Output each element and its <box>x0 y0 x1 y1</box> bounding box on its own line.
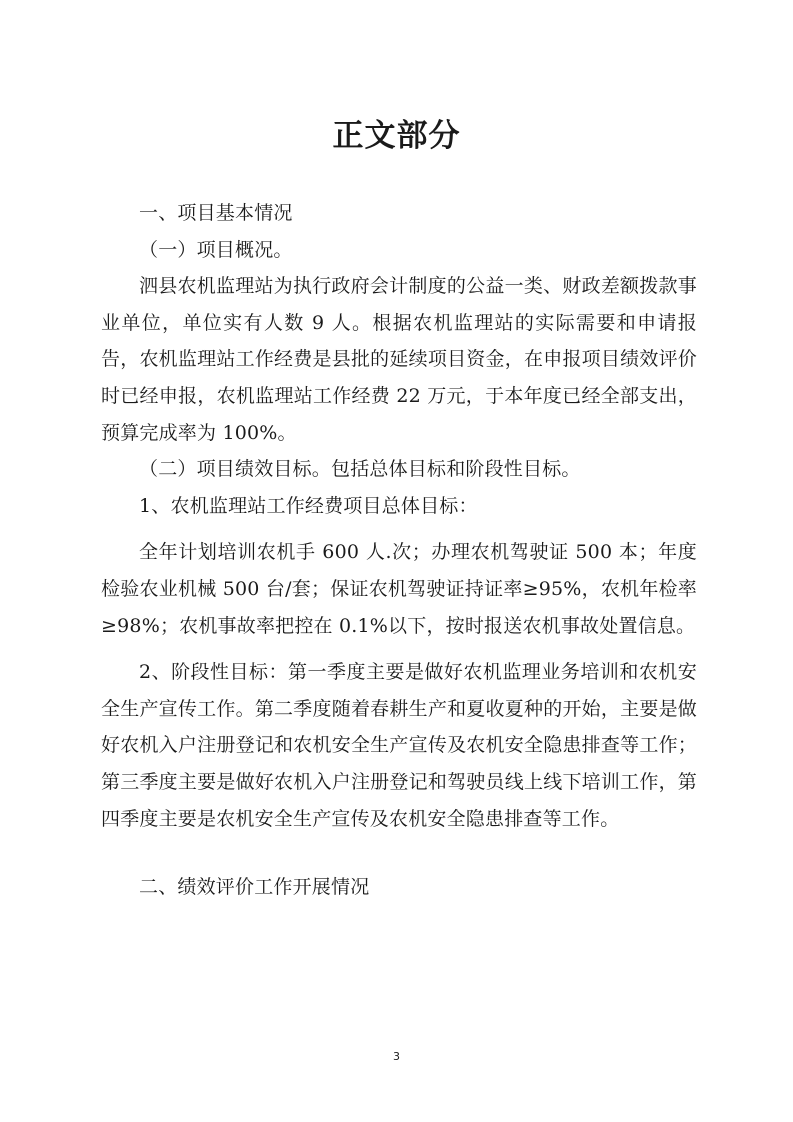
subheading-project-overview: （一）项目概况。 <box>139 238 293 261</box>
section-heading-basic-info: 一、项目基本情况 <box>139 202 293 224</box>
paragraph-overall-goal: 全年计划培训农机手 600 人.次；办理农机驾驶证 500 本；年度检验农业机械 500 台/套；保证农机驾驶证持证率≥95%，农机年检率≥98%；农机事故率把控在 0.1%以下，按时报送农机事故处置信息。 <box>101 541 697 637</box>
subheading-performance-goals: （二）项目绩效目标。包括总体目标和阶段性目标。 <box>139 458 581 481</box>
page-title: 正文部分 <box>332 118 461 154</box>
paragraph-stage-goals: 2、阶段性目标：第一季度主要是做好农机监理业务培训和农机安全生产宣传工作。第二季度随着春耕生产和夏收夏种的开始，主要是做好农机入户注册登记和农机安全生产宣传及农机安全隐患排查等工作；第三季度主要是做好农机入户注册登记和驾驶员线上线下培训工作，第四季度主要是农机安全生产宣传及农机安全隐患排查等工作。 <box>101 661 697 830</box>
page-number: 3 <box>393 1050 400 1063</box>
item-overall-goal-heading: 1、农机监理站工作经费项目总体目标： <box>139 494 478 517</box>
section-heading-evaluation: 二、绩效评价工作开展情况 <box>139 876 370 899</box>
document-body <box>101 195 697 906</box>
paragraph-overview: 泗县农机监理站为执行政府会计制度的公益一类、财政差额拨款事业单位，单位实有人数 9 人。根据农机监理站的实际需要和申请报告，农机监理站工作经费是县批的延续项目资金，在申报项目绩效评价时已经申报，农机监理站工作经费 22 万元，于本年度已经全部支出，预算完成率为 100%。 <box>101 275 697 444</box>
